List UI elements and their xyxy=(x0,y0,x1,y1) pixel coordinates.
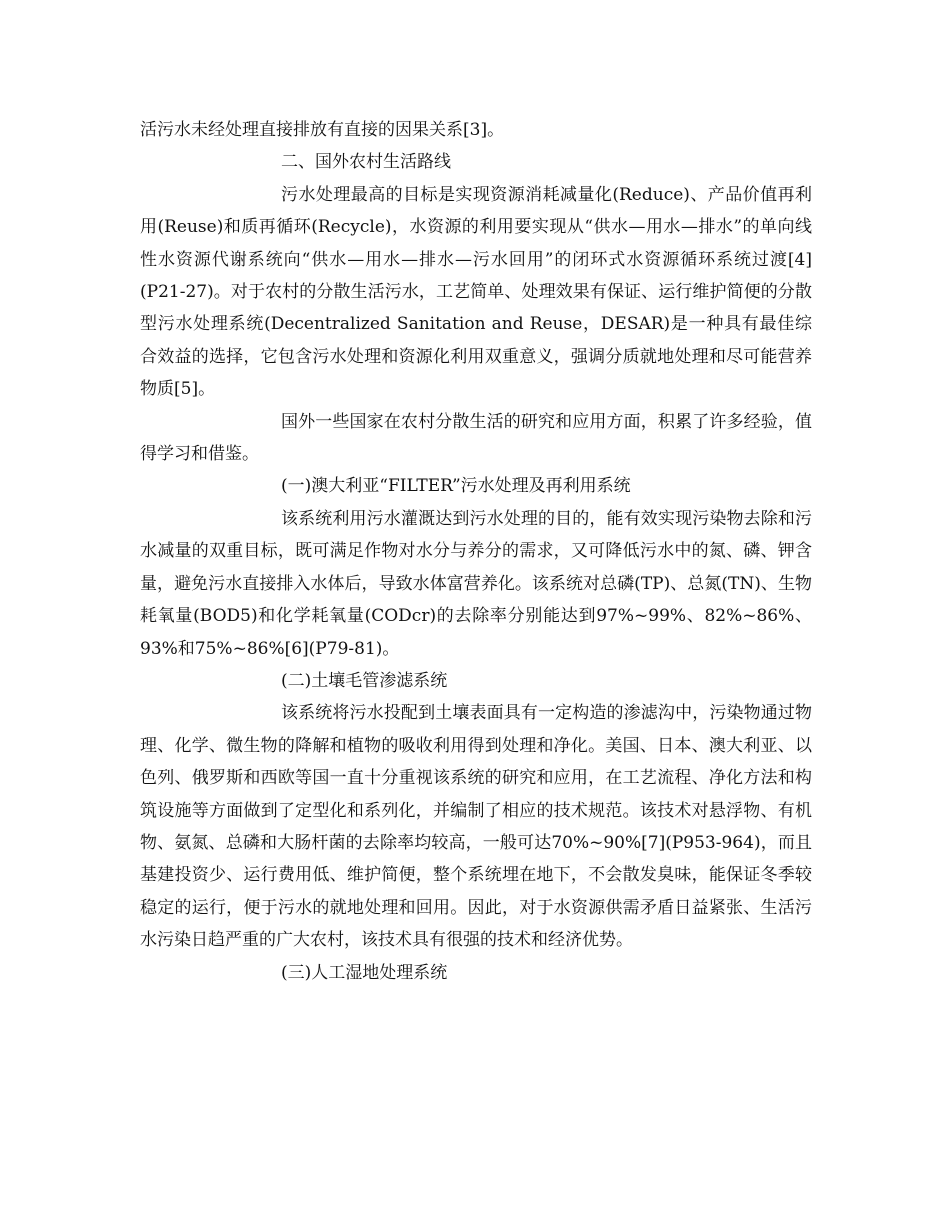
paragraph-continuation: 活污水未经处理直接排放有直接的因果关系[3]。 xyxy=(140,120,505,140)
subsection-heading-australia-filter: (一)澳大利亚“FILTER”污水处理及再利用系统 xyxy=(281,476,631,497)
paragraph-filter-system: 该系统利用污水灌溉达到污水处理的目的，能有效实现污染物去除和污水减量的双重目标，既可满足作物对水分与养分的需求，又可降低污水中的氮、磷、钾含量，避免污水直接排入水体后，导致水体富营养化。该系统对总磷(TP)、总氮(TN)、生物耗氧量(BOD5)和化学耗氧量(CODcr)的去除率分别能达到97%~99%、82%~86%、93%和75%~86%[6](P79-81)。 xyxy=(140,508,812,659)
subsection-heading-constructed-wetland: (三)人工湿地处理系统 xyxy=(281,962,448,983)
paragraph-soil-capillary-system: 该系统将污水投配到土壤表面具有一定构造的渗滤沟中，污染物通过物理、化学、微生物的降解和植物的吸收利用得到处理和净化。美国、日本、澳大利亚、以色列、俄罗斯和西欧等国一直十分重视该系统的研究和应用，在工艺流程、净化方法和构筑设施等方面做到了定型化和系列化，并编制了相应的技术规范。该技术对悬浮物、有机物、氨氮、总磷和大肠杆菌的去除率均较高，一般可达70%~90%[7](P953-964)，而且基建投资少、运行费用低、维护简便，整个系统埋在地下，不会散发臭味，能保证冬季较稳定的运行，便于污水的就地处理和回用。因此，对于水资源供需矛盾日益紧张、生活污水污染日趋严重的广大农村，该技术具有很强的技术和经济优势。 xyxy=(140,703,812,951)
paragraph-foreign-experience: 国外一些国家在农村分散生活的研究和应用方面，积累了许多经验，值得学习和借鉴。 xyxy=(140,411,812,465)
paragraph-treatment-goals: 污水处理最高的目标是实现资源消耗减量化(Reduce)、产品价值再利用(Reuse)和质再循环(Recycle)，水资源的利用要实现从“供水—用水—排水”的单向线性水资源代谢系统向“供水—用水—排水—污水回用”的闭环式水资源循环系统过渡[4](P21-27)。对于农村的分散生活污水，工艺简单、处理效果有保证、运行维护简便的分散型污水处理系统(Decentralized Sanitation and Reuse，DESAR)是一种具有最佳综合效益的选择，它包含污水处理和资源化利用双重意义，强调分质就地处理和尽可能营养物质[5]。 xyxy=(140,184,812,400)
subsection-heading-soil-capillary: (二)土壤毛管渗滤系统 xyxy=(281,670,448,691)
document-body xyxy=(140,114,812,989)
section-heading-foreign-rural-routes: 二、国外农村生活路线 xyxy=(281,152,451,173)
